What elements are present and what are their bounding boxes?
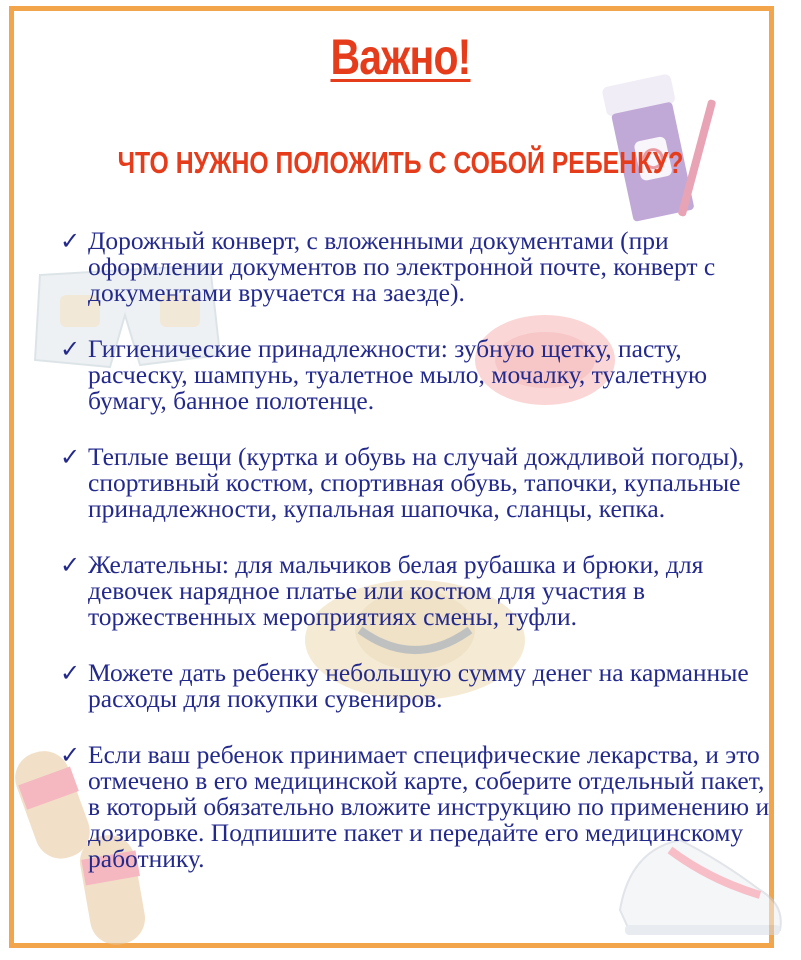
list-item <box>60 660 780 712</box>
list-item-text: Гигиенические принадлежности: зубную щетку, пасту, расческу, шампунь, туалетное мыло, мочалку, туалетную бумагу, банное полотенце. <box>88 334 707 415</box>
list-item <box>60 228 780 306</box>
list-item <box>60 444 780 522</box>
list-item-text: Теплые вещи (куртка и обувь на случай дождливой погоды), спортивный костюм, спортивная обувь, тапочки, купальные принадлежности, купальная шапочка, сланцы, кепка. <box>88 442 745 523</box>
check-icon: ✓ <box>60 551 81 579</box>
list-item <box>60 742 780 872</box>
page-title: Важно! <box>330 29 471 85</box>
list-item-text: Можете дать ребенку небольшую сумму денег на карманные расходы для покупки сувениров. <box>88 658 749 713</box>
list-item-text: Дорожный конверт, с вложенными документами (при оформлении документов по электронной почте, конверт с документами вручается на заезде). <box>88 226 716 307</box>
check-icon: ✓ <box>60 659 81 687</box>
list-item-text: Если ваш ребенок принимает специфические лекарства, и это отмечено в его медицинской карте, соберите отдельный пакет, в который обязательно вложите инструкцию по применению и дозировке. Подпишите пакет и передайте его медицинскому работнику. <box>88 740 770 873</box>
list-item <box>60 336 780 414</box>
checklist <box>60 228 780 902</box>
check-icon: ✓ <box>60 335 81 363</box>
list-item <box>60 552 780 630</box>
check-icon: ✓ <box>60 227 81 255</box>
check-icon: ✓ <box>60 443 81 471</box>
page-subtitle: ЧТО НУЖНО ПОЛОЖИТЬ С СОБОЙ РЕБЕНКУ? <box>117 145 684 180</box>
list-item-text: Желательны: для мальчиков белая рубашка и брюки, для девочек нарядное платье или костюм для участия в торжественных мероприятиях смены, туфли. <box>88 550 704 631</box>
check-icon: ✓ <box>60 741 81 769</box>
